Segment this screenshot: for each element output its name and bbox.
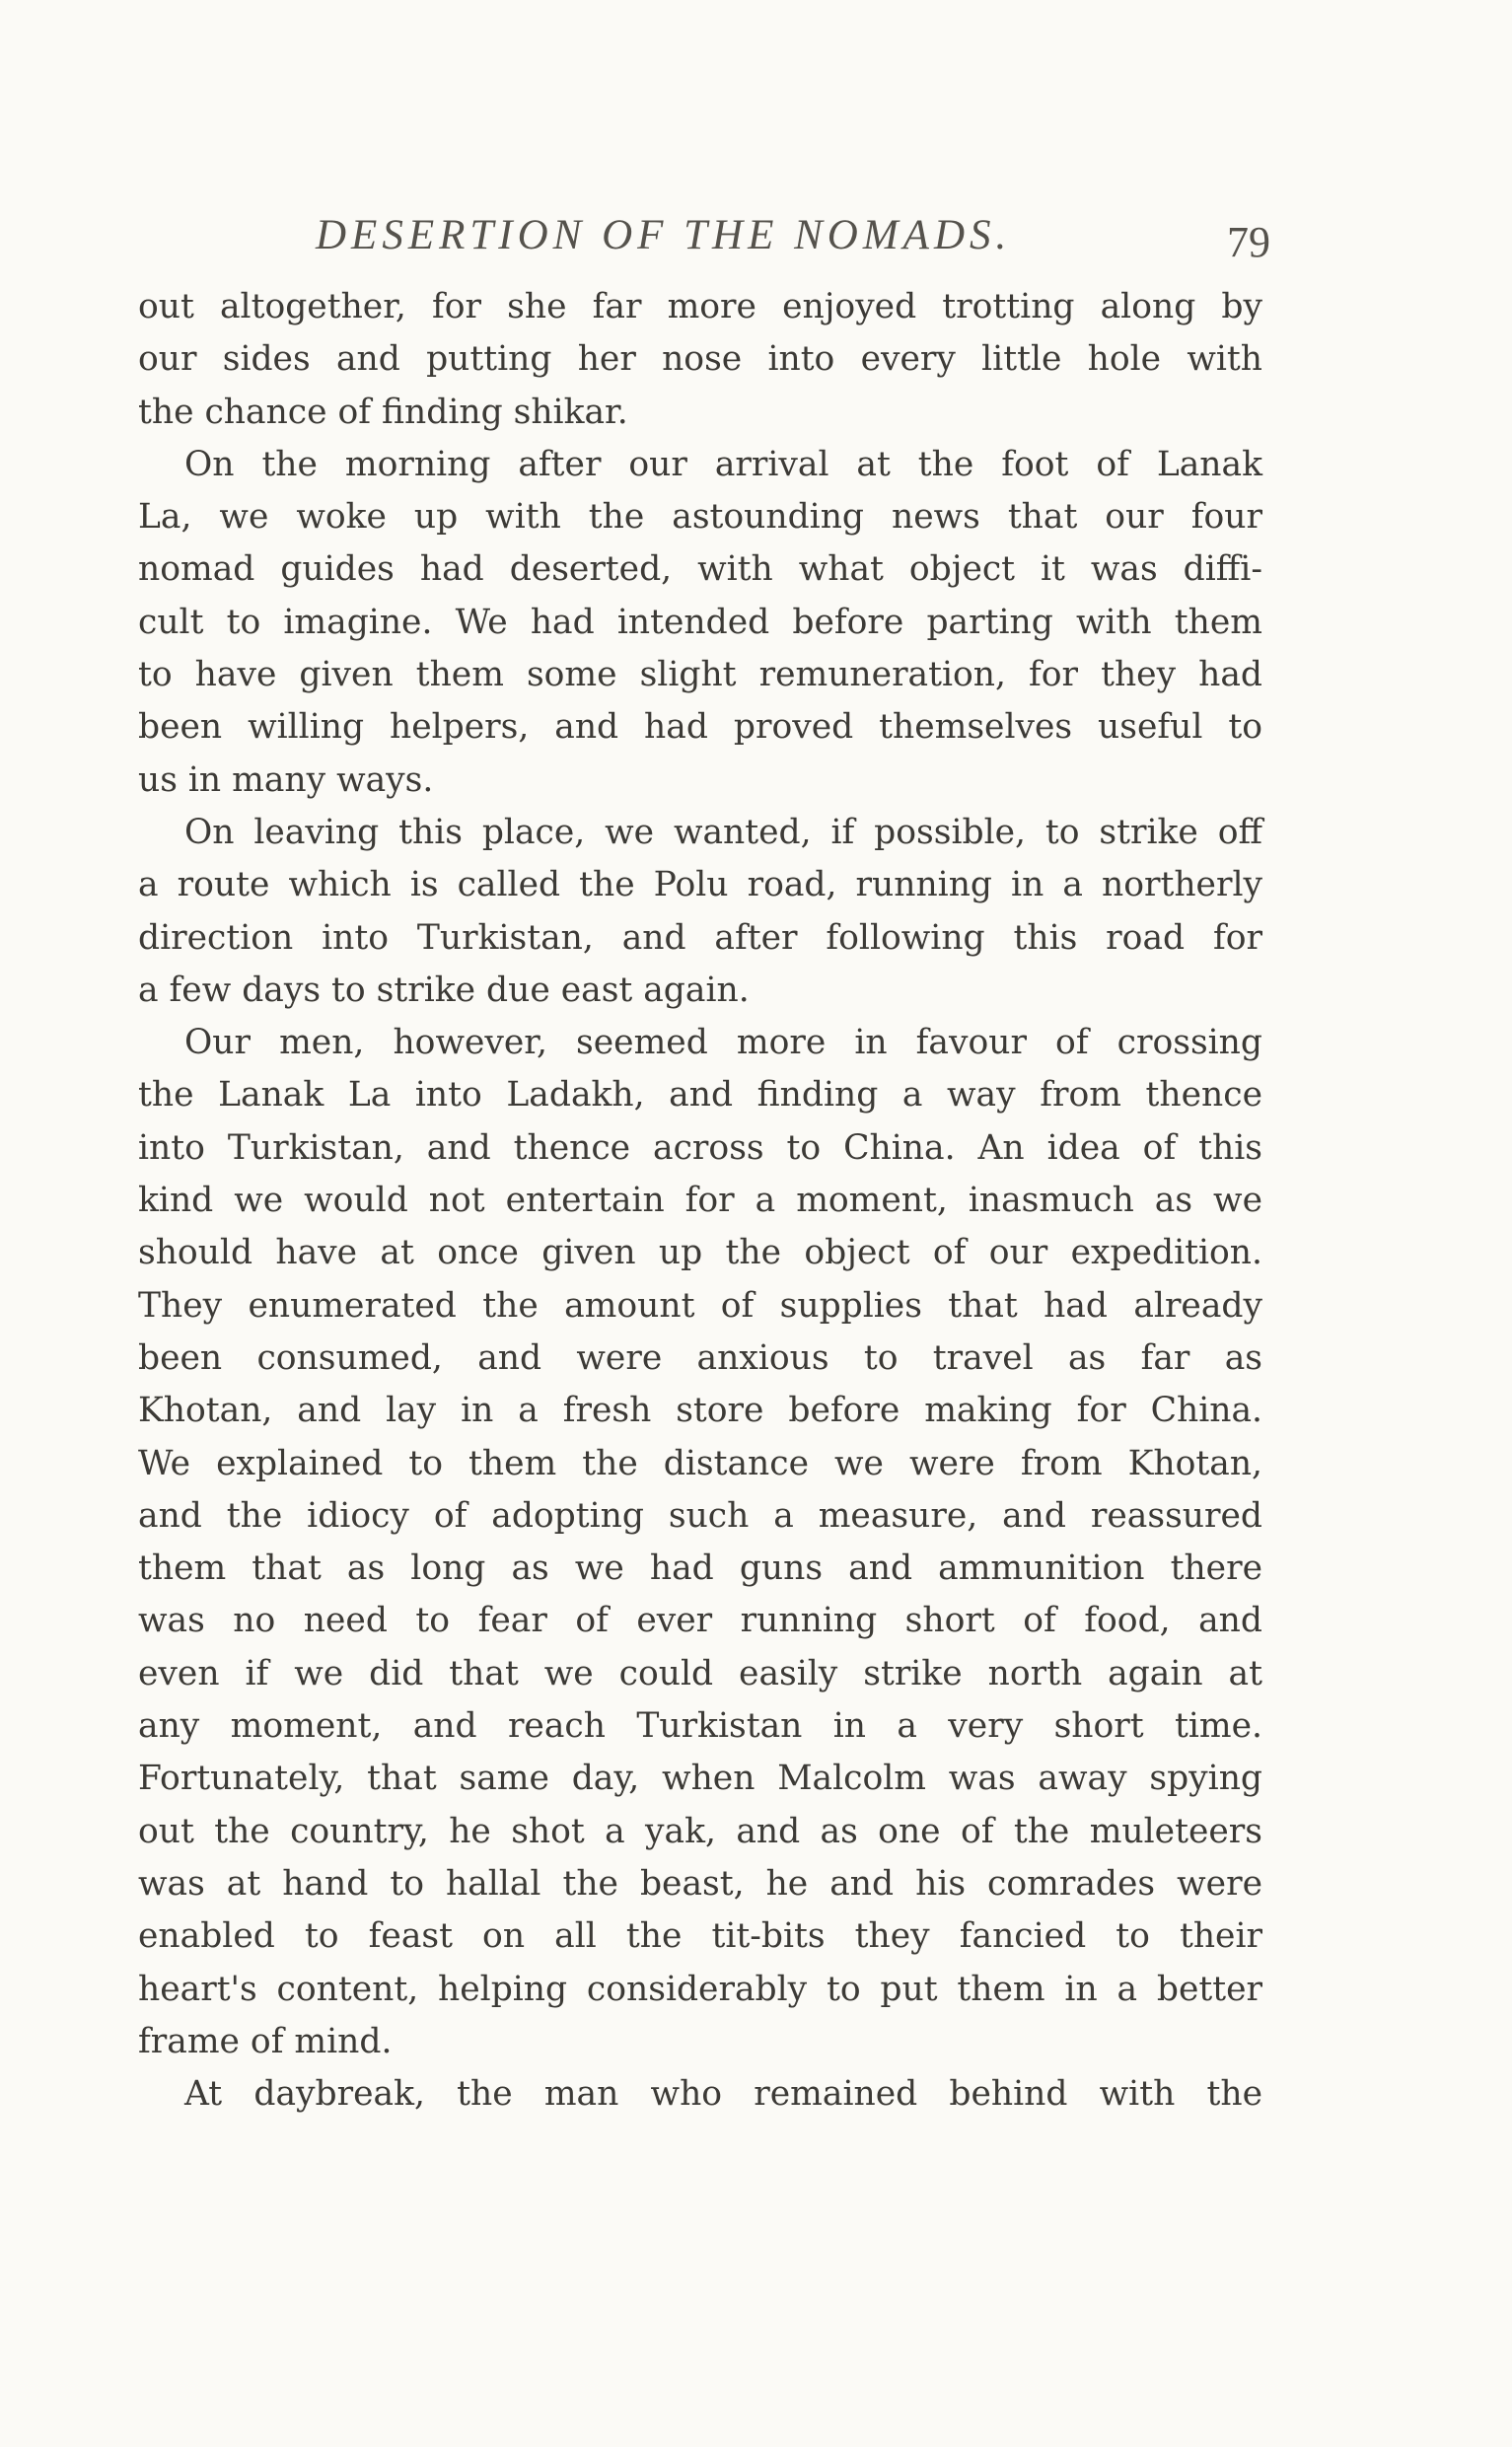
text-line: been consumed, and were anxious to travel as far as xyxy=(138,1337,1262,1378)
text-line: heart's content, helping considerably to put them in a better xyxy=(138,1969,1262,2009)
text-line: any moment, and reach Turkistan in a very short time. xyxy=(138,1706,1262,1747)
text-line: Fortunately, that same day, when Malcolm was away spying xyxy=(138,1759,1262,1799)
text-line: La, we woke up with the astounding news that our four xyxy=(138,497,1262,538)
text-line: direction into Turkistan, and after following this road for xyxy=(138,917,1262,958)
text-line: On leaving this place, we wanted, if possible, to strike off xyxy=(184,812,1262,852)
text-line: was no need to fear of ever running short of food, and xyxy=(138,1601,1262,1641)
text-line: them that as long as we had guns and ammunition there xyxy=(138,1548,1262,1589)
text-line: into Turkistan, and thence across to China. An idea of this xyxy=(138,1127,1262,1168)
text-line: We explained to them the distance we were from Khotan, xyxy=(138,1443,1262,1483)
text-line: even if we did that we could easily strike north again at xyxy=(138,1653,1262,1693)
text-line: nomad guides had deserted, with what object it was diffi- xyxy=(138,549,1262,590)
text-line: the chance of finding shikar. xyxy=(138,392,628,432)
text-line: a route which is called the Polu road, running in a northerly xyxy=(138,865,1262,905)
text-line: out the country, he shot a yak, and as one of the muleteers xyxy=(138,1811,1262,1851)
text-line: and the idiocy of adopting such a measure, and reassured xyxy=(138,1495,1262,1536)
text-line: the Lanak La into Ladakh, and finding a way from thence xyxy=(138,1075,1262,1116)
text-line: a few days to strike due east again. xyxy=(138,970,750,1010)
page-number: 79 xyxy=(1227,218,1270,266)
text-line: cult to imagine. We had intended before parting with them xyxy=(138,602,1262,642)
text-line: been willing helpers, and had proved themselves useful to xyxy=(138,707,1262,748)
running-title: DESERTION OF THE NOMADS. xyxy=(316,212,1012,258)
text-line: was at hand to hallal the beast, he and his comrades were xyxy=(138,1863,1262,1904)
body-text xyxy=(138,281,1262,2121)
text-line: us in many ways. xyxy=(138,759,434,800)
text-line: should have at once given up the object of our expedition. xyxy=(138,1233,1262,1273)
text-line: kind we would not entertain for a moment, inasmuch as we xyxy=(138,1181,1262,1221)
text-line: our sides and putting her nose into every little hole with xyxy=(138,339,1262,380)
text-line: to have given them some slight remuneration, for they had xyxy=(138,655,1262,695)
text-line: On the morning after our arrival at the foot of Lanak xyxy=(184,444,1262,484)
text-line: enabled to feast on all the tit-bits they fancied to their xyxy=(138,1916,1262,1957)
text-line: They enumerated the amount of supplies that had already xyxy=(138,1285,1262,1326)
text-line: At daybreak, the man who remained behind with the xyxy=(184,2074,1262,2115)
text-line: Our men, however, seemed more in favour of crossing xyxy=(184,1023,1262,1063)
text-line: out altogether, for she far more enjoyed trotting along by xyxy=(138,287,1262,326)
running-head xyxy=(138,211,1312,270)
text-line: Khotan, and lay in a fresh store before making for China. xyxy=(138,1391,1262,1431)
text-line: frame of mind. xyxy=(138,2021,393,2061)
